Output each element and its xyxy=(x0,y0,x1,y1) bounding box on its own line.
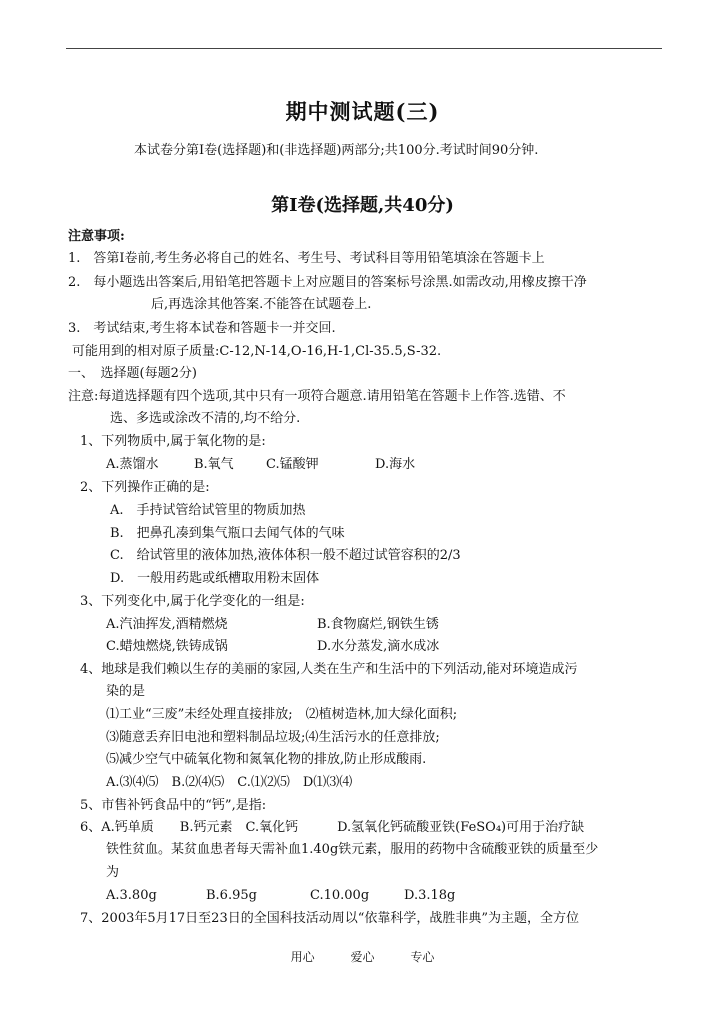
question-2-option-d: D. 一般用药匙或纸槽取用粉末固体 xyxy=(110,571,320,586)
question-6-stem-cont: 铁性贫血。某贫血患者每天需补血1.40g铁元素，服用的药物中含硫酸亚铁的质量至少 xyxy=(106,842,599,857)
question-3-option-a: A.汽油挥发,酒精燃烧 xyxy=(106,617,228,632)
note-1: 1. 答第Ⅰ卷前,考生务必将自己的姓名、考生号、考试科目等用铅笔填涂在答题卡上 xyxy=(68,251,545,266)
page-title: 期中测试题(三) xyxy=(285,99,440,124)
question-1-option-d: D.海水 xyxy=(375,457,416,472)
question-2-option-a: A. 手持试管给试管里的物质加热 xyxy=(110,503,306,518)
question-6-stem-end: 为 xyxy=(106,865,120,880)
part1-instructions: 注意:每道选择题有四个选项,其中只有一项符合题意.请用铅笔在答题卡上作答.选错、不 xyxy=(68,389,566,404)
note-2-cont: 后,再选涂其他答案.不能答在试题卷上. xyxy=(151,297,372,312)
part1-instructions-cont: 选、多选或涂改不清的,均不给分. xyxy=(110,411,301,426)
question-6-option-d: D.3.18g xyxy=(404,888,456,903)
question-4-stem-cont: 染的是 xyxy=(106,684,146,699)
question-4-item-2: ⑶随意丢弃旧电池和塑料制品垃圾;⑷生活污水的任意排放; xyxy=(106,730,440,745)
question-7-stem: 7、2003年5月17日至23日的全国科技活动周以“依靠科学，战胜非典”为主题，全方位 xyxy=(80,911,580,926)
question-3-option-b: B.食物腐烂,钢铁生锈 xyxy=(317,617,439,632)
question-4-stem: 4、地球是我们赖以生存的美丽的家园,人类在生产和生活中的下列活动,能对环境造成污 xyxy=(80,662,578,677)
footer-text-1: 用心 xyxy=(290,950,315,964)
question-2-option-b: B. 把鼻孔凑到集气瓶口去闻气体的气味 xyxy=(110,526,345,541)
question-1-stem: 1、下列物质中,属于氧化物的是: xyxy=(80,434,266,449)
page-footer xyxy=(0,948,725,965)
question-2-stem: 2、下列操作正确的是: xyxy=(80,480,210,495)
question-1-option-b: B.氧气 xyxy=(194,457,234,472)
atomic-masses: 可能用到的相对原子质量:C-12,N-14,O-16,H-1,Cl-35.5,S-32. xyxy=(72,344,442,359)
question-1-option-a: A.蒸馏水 xyxy=(106,457,159,472)
question-3-stem: 3、下列变化中,属于化学变化的一组是: xyxy=(80,594,305,609)
exam-subtitle: 本试卷分第Ⅰ卷(选择题)和(非选择题)两部分;共100分.考试时间90分钟. xyxy=(134,143,539,158)
question-3-option-d: D.水分蒸发,滴水成冰 xyxy=(317,639,440,654)
section-title: 第Ⅰ卷(选择题,共40分) xyxy=(271,195,454,216)
question-4-item-3: ⑸减少空气中硫氧化物和氮氧化物的排放,防止形成酸雨. xyxy=(106,752,427,767)
question-2-option-c: C. 给试管里的液体加热,液体体积一般不超过试管容积的2/3 xyxy=(110,548,461,563)
footer-text-2: 爱心 xyxy=(350,950,375,964)
question-5-stem: 5、市售补钙食品中的“钙”,是指: xyxy=(80,798,267,813)
part1-heading: 一、 选择题(每题2分) xyxy=(68,366,197,381)
question-4-item-1: ⑴工业“三废”未经处理直接排放; ⑵植树造林,加大绿化面积; xyxy=(106,707,458,722)
notes-heading: 注意事项: xyxy=(68,229,125,244)
question-1-option-c: C.锰酸钾 xyxy=(266,457,319,472)
question-4-options: A.⑶⑷⑸ B.⑵⑷⑸ C.⑴⑵⑸ D⑴⑶⑷ xyxy=(106,775,353,790)
question-6-option-b: B.6.95g xyxy=(206,888,257,903)
note-3: 3. 考试结束,考生将本试卷和答题卡一并交回. xyxy=(68,321,336,336)
footer-text-3: 专心 xyxy=(410,950,435,964)
question-6-option-c: C.10.00g xyxy=(310,888,370,903)
question-6-option-a: A.3.80g xyxy=(106,888,157,903)
question-6-stem: 6、A.钙单质 B.钙元素 C.氧化钙 D.氢氧化钙硫酸亚铁(FeSO₄)可用于治疗缺 xyxy=(80,820,585,835)
note-2: 2. 每小题选出答案后,用铅笔把答题卡上对应题目的答案标号涂黑.如需改动,用橡皮擦干净 xyxy=(68,275,587,290)
question-3-option-c: C.蜡烛燃烧,铁铸成锅 xyxy=(106,639,228,654)
